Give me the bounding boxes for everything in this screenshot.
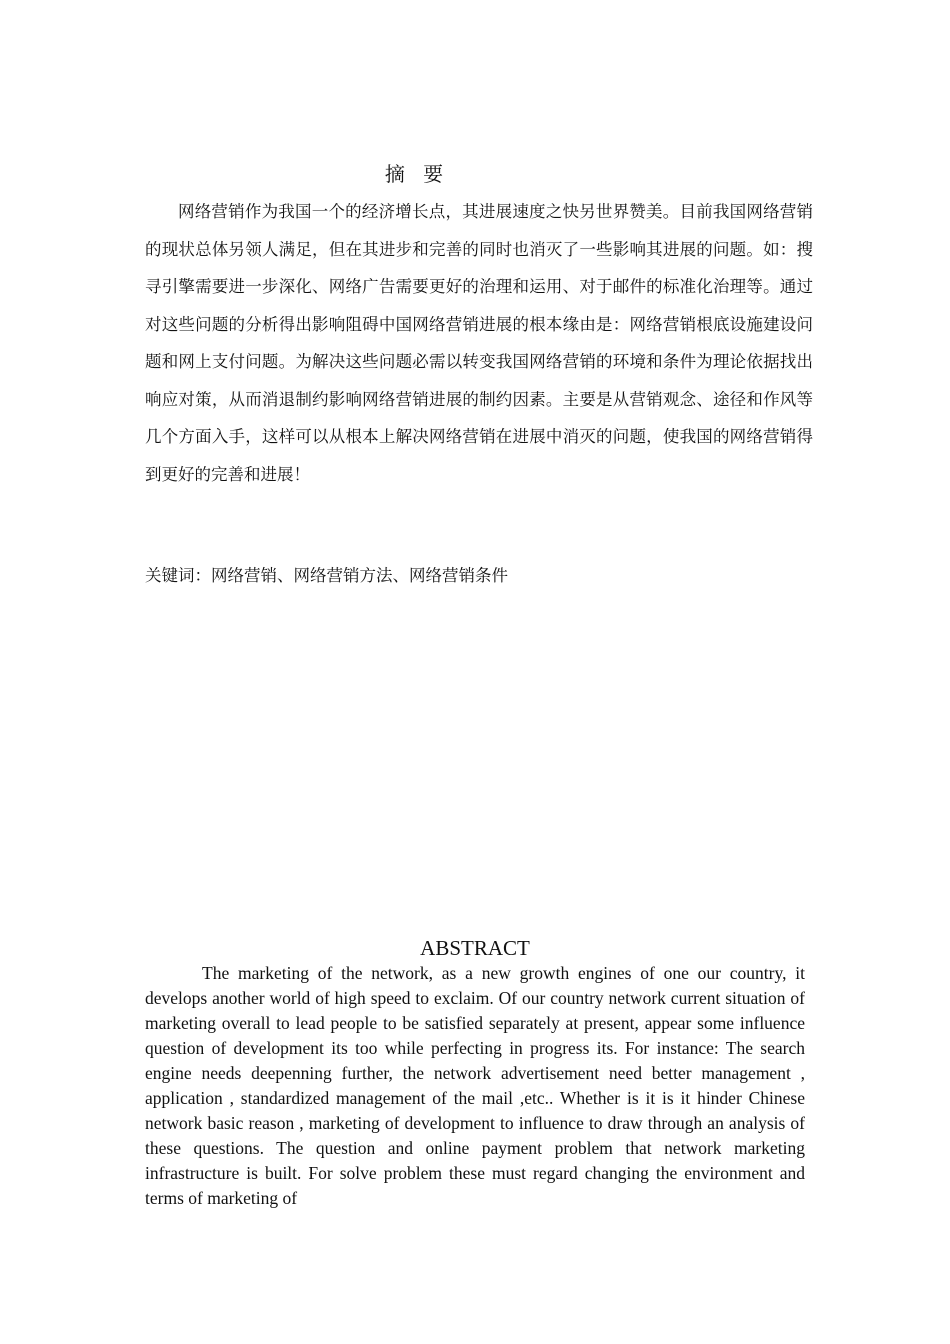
chinese-abstract-title: 摘 要 — [384, 162, 450, 186]
english-abstract-title: ABSTRACT — [420, 936, 530, 960]
chinese-keywords: 关键词：网络营销、网络营销方法、网络营销条件 — [145, 566, 508, 585]
chinese-abstract-body: 网络营销作为我国一个的经济增长点，其进展速度之快另世界赞美。目前我国网络营销的现状总体另领人满足，但在其进步和完善的同时也消灭了一些影响其进展的问题。如：搜寻引擎需要进一步深化、网络广告需要更好的治理和运用、对于邮件的标准化治理等。通过对这些问题的分析得出影响阻碍中国网络营销进展的根本缘由是：网络营销根底设施建设问题和网上支付问题。为解决这些问题必需以转变我国网络营销的环境和条件为理论依据找出响应对策，从而消退制约影响网络营销进展的制约因素。主要是从营销观念、途径和作风等几个方面入手，这样可以从根本上解决网络营销在进展中消灭的问题，使我国的网络营销得到更好的完善和进展！ — [145, 202, 813, 484]
english-abstract-body: The marketing of the network, as a new growth engines of one our country, it develops another world of high speed to exclaim. Of our country network current situation of marketing overall to lead people to be satisfied separately at present, appear some influence question of development its too while perfecting in progress its. For instance: The search engine needs deepenning further, the network advertisement need better management , application , standardized management of the mail ,etc.. Whether is it is it hinder Chinese network basic reason , marketing of development to influence to draw through an analysis of these questions. The question and online payment problem that network marketing infrastructure is built. For solve problem these must regard changing the environment and terms of marketing of — [145, 963, 805, 1208]
